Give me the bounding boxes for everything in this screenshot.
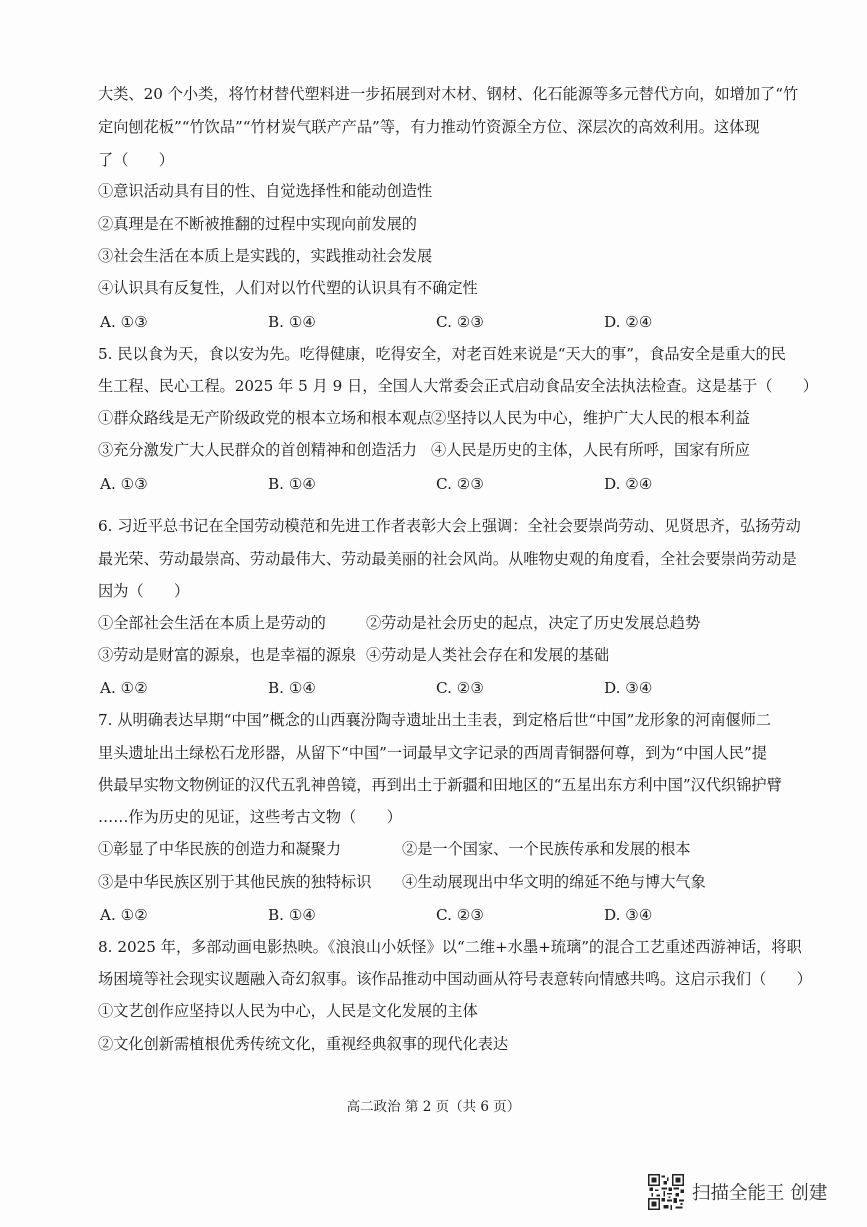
scanner-watermark	[648, 1172, 827, 1212]
q7-option-a: A. ①②	[100, 906, 148, 924]
q8-item-1: ①文艺创作应坚持以人民为中心，人民是文化发展的主体	[98, 1002, 478, 1020]
q6-option-c: C. ②③	[436, 679, 484, 697]
q4-item-3: ③社会生活在本质上是实践的，实践推动社会发展	[98, 247, 433, 265]
q4-option-d: D. ②④	[604, 313, 653, 331]
q5-items-row-2	[98, 440, 750, 460]
q6-items-row-2	[98, 645, 609, 665]
q5-option-b: B. ①④	[268, 475, 317, 493]
q6-option-b: B. ①④	[268, 679, 317, 697]
q5-option-c: C. ②③	[436, 475, 484, 493]
q6-option-d: D. ③④	[604, 679, 653, 697]
q7-stem-line-3: 供最早实物文物例证的汉代五乳神兽镜，再到出土于新疆和田地区的“五星出东方利中国”汉代织锦护臂	[98, 776, 782, 794]
q7-item-3: ③是中华民族区别于其他民族的独特标识	[98, 873, 372, 891]
q5-item-4: ④人民是历史的主体，人民有所呼，国家有所应	[431, 441, 750, 459]
q6-option-a: A. ①②	[100, 679, 148, 697]
q4-item-4: ④认识具有反复性，人们对以竹代塑的认识具有不确定性	[98, 279, 478, 297]
qr-code-icon	[648, 1174, 684, 1210]
q7-items-row-2	[98, 872, 706, 892]
q5-stem-line-1: 5. 民以食为天，食以安为先。吃得健康，吃得安全，对老百姓来说是“天大的事”，食品安全是重大的民	[98, 345, 786, 363]
q4-stem-line-3: 了（ ）	[98, 151, 174, 169]
q7-stem-line-4: ……作为历史的见证，这些考古文物（ ）	[98, 808, 402, 826]
q7-item-4: ④生动展现出中华文明的绵延不绝与博大气象	[402, 873, 706, 891]
q4-item-1: ①意识活动具有目的性、自觉选择性和能动创造性	[98, 182, 433, 200]
q7-item-1: ①彰显了中华民族的创造力和凝聚力	[98, 840, 341, 858]
q6-stem-line-2: 最光荣、劳动最崇高、劳动最伟大、劳动最美丽的社会风尚。从唯物史观的角度看，全社会要崇尚劳动是	[98, 550, 797, 568]
q6-item-1: ①全部社会生活在本质上是劳动的	[98, 614, 326, 632]
q7-stem-line-2: 里头遗址出土绿松石龙形器，从留下“中国”一词最早文字记录的西周青铜器何尊，到为“中国人民”提	[98, 744, 767, 762]
q5-option-a: A. ①③	[100, 475, 148, 493]
q4-option-a: A. ①③	[100, 313, 148, 331]
q4-item-2: ②真理是在不断被推翻的过程中实现向前发展的	[98, 215, 417, 233]
q8-stem-line-2: 场困境等社会现实议题融入奇幻叙事。该作品推动中国动画从符号表意转向情感共鸣。这启示我们（ ）	[98, 970, 812, 988]
q7-option-d: D. ③④	[604, 906, 653, 924]
q6-item-2: ②劳动是社会历史的起点，决定了历史发展总趋势	[366, 614, 701, 632]
watermark-text: 扫描全能王 创建	[692, 1183, 828, 1204]
q6-item-3: ③劳动是财富的源泉，也是幸福的源泉	[98, 646, 357, 664]
q8-stem-line-1: 8. 2025 年，多部动画电影热映。《浪浪山小妖怪》以“二维+水墨+琉璃”的混合工艺重述西游神话，将职	[98, 938, 802, 956]
q5-items-row-1	[98, 408, 750, 428]
q5-stem-line-2: 生工程、民心工程。2025 年 5 月 9 日，全国人大常委会正式启动食品安全法执法检查。这是基于（ ）	[98, 377, 818, 395]
q5-option-d: D. ②④	[604, 475, 653, 493]
q7-item-2: ②是一个国家、一个民族传承和发展的根本	[402, 840, 691, 858]
q6-stem-line-1: 6. 习近平总书记在全国劳动模范和先进工作者表彰大会上强调：全社会要崇尚劳动、见贤思齐，弘扬劳动	[98, 517, 801, 535]
q7-option-b: B. ①④	[268, 906, 317, 924]
page-footer: 高二政治 第 2 页（共 6 页）	[346, 1099, 521, 1115]
q5-item-3: ③充分激发广大人民群众的首创精神和创造活力	[98, 441, 417, 459]
q4-stem-line-2: 定向刨花板”“竹饮品”“竹材炭气联产产品”等，有力推动竹资源全方位、深层次的高效利用。这体现	[98, 118, 760, 136]
q8-item-2: ②文化创新需植根优秀传统文化，重视经典叙事的现代化表达	[98, 1035, 509, 1053]
q5-item-1: ①群众路线是无产阶级政党的根本立场和根本观点	[98, 409, 433, 427]
q4-option-c: C. ②③	[436, 313, 484, 331]
q6-item-4: ④劳动是人类社会存在和发展的基础	[366, 646, 609, 664]
q7-stem-line-1: 7. 从明确表达早期“中国”概念的山西襄汾陶寺遗址出土圭表，到定格后世“中国”龙形象的河南偃师二	[98, 711, 772, 729]
q4-stem-line-1: 大类、20 个小类，将竹材替代塑料进一步拓展到对木材、钢材、化石能源等多元替代方向，如增加了“竹	[98, 85, 799, 103]
q7-items-row-1	[98, 839, 691, 859]
q6-items-row-1	[98, 613, 701, 633]
q6-stem-line-3: 因为（ ）	[98, 582, 190, 600]
q4-option-b: B. ①④	[268, 313, 317, 331]
q7-option-c: C. ②③	[436, 906, 484, 924]
q5-item-2: ②坚持以人民为中心，维护广大人民的根本利益	[431, 409, 750, 427]
